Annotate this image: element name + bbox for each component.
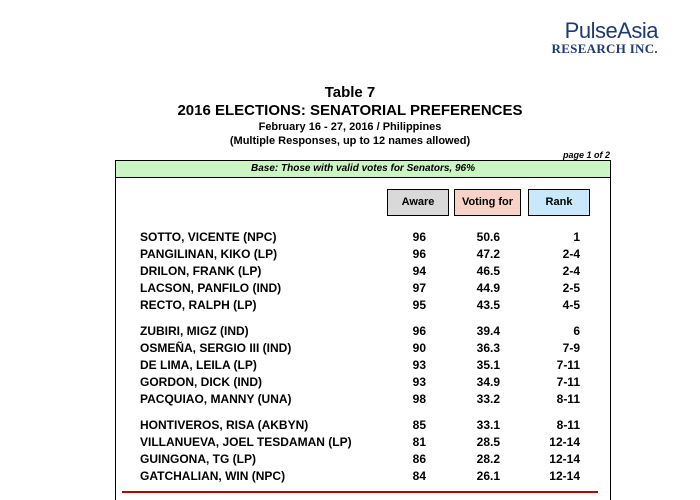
- rank-value: 7-9: [562, 341, 580, 355]
- aware-value: 90: [412, 341, 426, 355]
- page-indicator: page 1 of 2: [562, 150, 610, 160]
- rank-value: 12-14: [549, 435, 580, 449]
- voting-value: 46.5: [476, 264, 500, 278]
- table-row: [0, 298, 700, 314]
- rank-value: 12-14: [549, 469, 580, 483]
- rank-value: 2-4: [562, 247, 580, 261]
- table-row: [0, 247, 700, 263]
- column-header-voting-for: Voting for: [454, 189, 521, 216]
- voting-value: 26.1: [476, 469, 500, 483]
- candidate-name: VILLANUEVA, JOEL TESDAMAN (LP): [140, 435, 352, 449]
- rank-value: 6: [573, 324, 580, 338]
- logo-wordmark: PulseAsia: [564, 18, 658, 43]
- voting-value: 47.2: [476, 247, 500, 261]
- page-title: 2016 ELECTIONS: SENATORIAL PREFERENCES: [177, 102, 523, 119]
- rank-value: 2-4: [562, 264, 580, 278]
- candidate-name: GATCHALIAN, WIN (NPC): [140, 469, 286, 483]
- candidate-name: ZUBIRI, MIGZ (IND): [140, 324, 249, 338]
- aware-value: 84: [412, 469, 426, 483]
- rank-value: 7-11: [556, 375, 580, 389]
- aware-value: 85: [412, 418, 426, 432]
- voting-value: 35.1: [476, 358, 500, 372]
- aware-value: 86: [412, 452, 426, 466]
- response-note: (Multiple Responses, up to 12 names allowed): [229, 135, 471, 147]
- rank-value: 7-11: [556, 358, 580, 372]
- table-row: [0, 281, 700, 297]
- table-row: [0, 341, 700, 357]
- pulse-asia-logo: [548, 18, 658, 57]
- table-row: [0, 418, 700, 434]
- table-row: [0, 358, 700, 374]
- candidate-name: LACSON, PANFILO (IND): [140, 281, 282, 295]
- column-header-rank: Rank: [528, 189, 590, 216]
- aware-value: 96: [412, 230, 426, 244]
- candidate-name: SOTTO, VICENTE (NPC): [140, 230, 277, 244]
- candidate-name: RECTO, RALPH (LP): [140, 298, 257, 312]
- table-row: [0, 435, 700, 451]
- table-row: [0, 324, 700, 340]
- voting-value: 50.6: [476, 230, 500, 244]
- table-row: [0, 469, 700, 485]
- voting-value: 28.5: [476, 435, 500, 449]
- logo-subtitle: RESEARCH INC.: [551, 41, 658, 56]
- voting-value: 28.2: [476, 452, 500, 466]
- voting-value: 36.3: [476, 341, 500, 355]
- aware-value: 98: [412, 392, 426, 406]
- voting-value: 33.1: [476, 418, 500, 432]
- table-row: [0, 452, 700, 468]
- rank-value: 2-5: [562, 281, 580, 295]
- aware-value: 81: [412, 435, 426, 449]
- candidate-name: DE LIMA, LEILA (LP): [140, 358, 257, 372]
- base-banner: Base: Those with valid votes for Senators, 96%: [116, 161, 610, 178]
- aware-value: 93: [412, 358, 426, 372]
- voting-value: 34.9: [476, 375, 500, 389]
- candidate-name: OSMEÑA, SERGIO III (IND): [140, 341, 292, 355]
- aware-value: 93: [412, 375, 426, 389]
- red-divider: [122, 491, 598, 493]
- aware-value: 94: [412, 264, 426, 278]
- rank-value: 8-11: [556, 418, 580, 432]
- voting-value: 33.2: [476, 392, 500, 406]
- rank-value: 1: [573, 230, 580, 244]
- candidate-name: GORDON, DICK (IND): [140, 375, 262, 389]
- table-row: [0, 264, 700, 280]
- voting-value: 44.9: [476, 281, 500, 295]
- column-header-aware: Aware: [387, 189, 449, 216]
- table-row: [0, 392, 700, 408]
- rank-value: 12-14: [549, 452, 580, 466]
- candidate-name: HONTIVEROS, RISA (AKBYN): [140, 418, 309, 432]
- rank-value: 4-5: [562, 298, 580, 312]
- voting-value: 39.4: [476, 324, 500, 338]
- survey-dates: February 16 - 27, 2016 / Philippines: [258, 121, 442, 133]
- aware-value: 96: [412, 324, 426, 338]
- candidate-name: DRILON, FRANK (LP): [140, 264, 262, 278]
- table-number: Table 7: [324, 84, 376, 101]
- candidate-name: GUINGONA, TG (LP): [140, 452, 256, 466]
- aware-value: 95: [412, 298, 426, 312]
- table-row: [0, 375, 700, 391]
- aware-value: 97: [412, 281, 426, 295]
- candidate-name: PACQUIAO, MANNY (UNA): [140, 392, 292, 406]
- rank-value: 8-11: [556, 392, 580, 406]
- aware-value: 96: [412, 247, 426, 261]
- voting-value: 43.5: [476, 298, 500, 312]
- candidate-name: PANGILINAN, KIKO (LP): [140, 247, 278, 261]
- table-row: [0, 230, 700, 246]
